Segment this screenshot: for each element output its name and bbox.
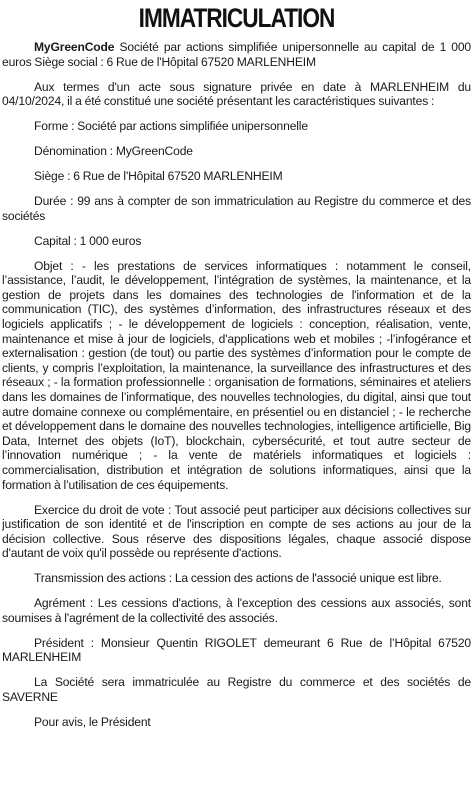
droit-de-vote-paragraph: Exercice du droit de vote : Tout associé peut participer aux décisions collectives sur justification de son identité et de l'inscription en compte de ses actions au jour de la décision collective. Sous réserve des dispositions légales, chaque associé dispose d'autant de voix qu'il possède ou représente d'actions. [2,502,471,561]
objet-paragraph: Objet : - les prestations de services informatiques : notamment le conseil, l’assistance, l’audit, le développement, l’intégration de systèmes, la maintenance, et la gestion de projets dans les domaines des technologies de l'information et de la communication (TIC), des systèmes d’information, des infrastructures réseaux et des logiciels applicatifs ; - le développement de logiciels : conception, réalisation, vente, maintenance et mise à jour de logiciels, d'applications web et mobiles ; -l’infogérance et externalisation : gestion (de tout) ou partie des systèmes d’information pour le compte de clients, y compris l’exploitation, la maintenance, la surveillance des infrastructures et des réseaux ; - la formation professionnelle : organisation de formations, séminaires et ateliers dans les domaines de l’informatique, des nouvelles technologies, du digital, ainsi que tout autre domaine connexe ou complémentaire, en présentiel ou en distanciel ; - le recherche et développement dans le domaine des nouvelles technologies, intelligence artificielle, Big Data, Internet des objets (IoT), blockchain, cybersécurité, et tout autre secteur de l’innovation numérique ; - la vente de matériels informatiques et logiciels : commercialisation, distribution et intégration de solutions informatiques, ainsi que la formation à l’utilisation de ces équipements. [2,258,471,492]
capital-paragraph: Capital : 1 000 euros [34,233,142,248]
intro-text: Société par actions simplifiée unipersonnelle au capital de 1 000 euros Siège social : 6 Rue de l'Hôpital 67520 MARLENHEIM [2,40,471,69]
immatriculation-paragraph: La Société sera immatriculée au Registre du commerce et des sociétés de SAVERNE [2,675,471,705]
duree-paragraph: Durée : 99 ans à compter de son immatriculation au Registre du commerce et des sociétés [2,194,471,223]
intro-paragraph [2,40,471,69]
signature-paragraph: Pour avis, le Président [34,715,151,730]
forme-paragraph: Forme : Société par actions simplifiée unipersonnelle [34,119,308,134]
agrement-paragraph: Agrément : Les cessions d'actions, à l'exception des cessions aux associés, sont soumises à l'agrément de la collectivité des associés. [2,596,471,625]
company-name: MyGreenCode [34,40,115,54]
president-paragraph: Président : Monsieur Quentin RIGOLET demeurant 6 Rue de l’Hôpital 67520 MARLENHEIM [2,635,471,665]
siege-paragraph: Siège : 6 Rue de l'Hôpital 67520 MARLENHEIM [34,169,283,184]
denomination-paragraph: Dénomination : MyGreenCode [34,144,193,159]
transmission-paragraph: Transmission des actions : La cession des actions de l'associé unique est libre. [34,571,442,586]
notice-title: IMMATRICULATION [138,3,335,33]
constitution-paragraph: Aux termes d'un acte sous signature privée en date à MARLENHEIM du 04/10/2024, il a été constitué une société présentant les caractéristiques suivantes : [2,79,471,109]
